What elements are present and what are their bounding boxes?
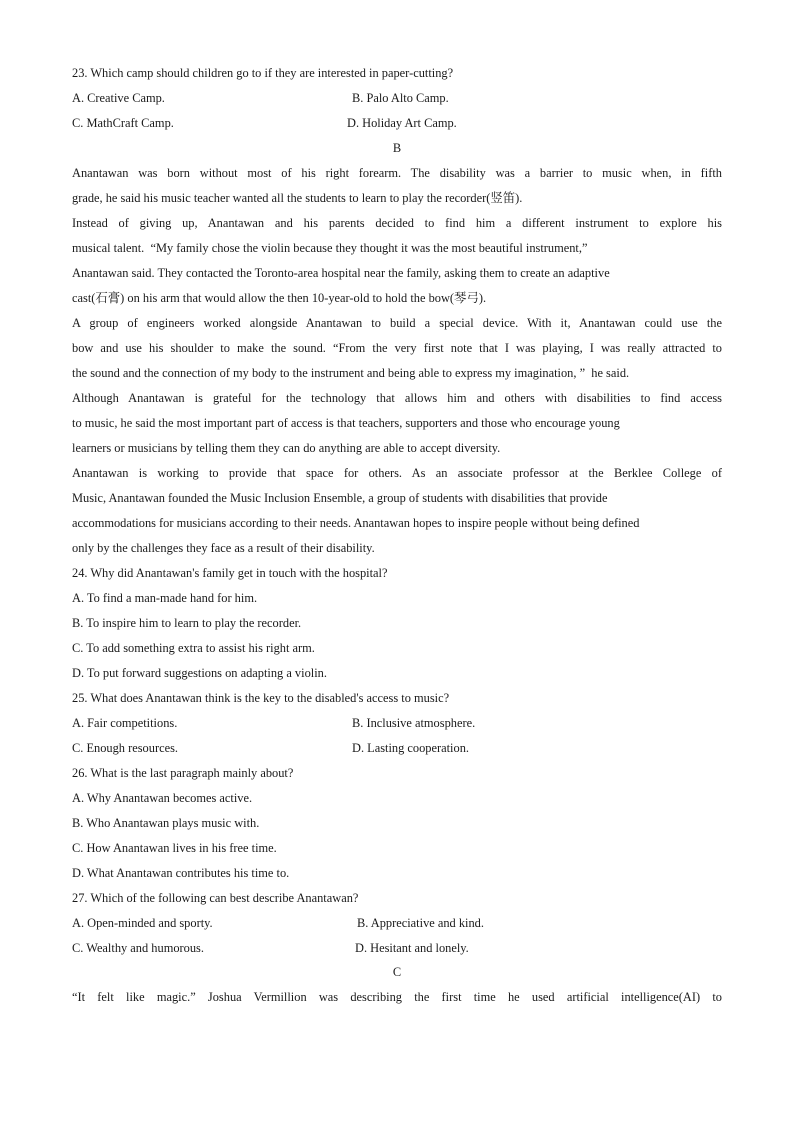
question-23: 23. Which camp should children go to if they are interested in paper-cutting? [72, 66, 454, 80]
q27-option-a: A. Open-minded and sporty. [72, 916, 213, 930]
question-24: 24. Why did Anantawan's family get in touch with the hospital? [72, 566, 388, 580]
q25-option-b: B. Inclusive atmosphere. [352, 716, 476, 730]
question-25: 25. What does Anantawan think is the key to the disabled's access to music? [72, 691, 450, 705]
passage-b-line: grade, he said his music teacher wanted all the students to learn to play the recorder(竖笛). [72, 191, 523, 205]
passage-b-line: Anantawan was born without most of his right forearm. The disability was a barrier to music when, in fifth [72, 166, 722, 180]
q25-option-a: A. Fair competitions. [72, 716, 178, 730]
q24-option-b: B. To inspire him to learn to play the recorder. [72, 616, 302, 630]
q23-option-d: D. Holiday Art Camp. [347, 116, 457, 130]
passage-b-line: A group of engineers worked alongside Anantawan to build a special device. With it, Anantawan could use the [72, 316, 722, 330]
q24-option-c: C. To add something extra to assist his right arm. [72, 641, 315, 655]
q27-option-b: B. Appreciative and kind. [357, 916, 484, 930]
passage-b-line: to music, he said the most important part of access is that teachers, supporters and those who encourage young [72, 416, 620, 430]
passage-c-line: “It felt like magic.” Joshua Vermillion was describing the first time he used artificial intelligence(AI) to [72, 990, 722, 1004]
section-c-heading: C [392, 965, 402, 979]
q23-option-a: A. Creative Camp. [72, 91, 165, 105]
section-b-heading: B [392, 141, 402, 155]
q27-option-c: C. Wealthy and humorous. [72, 941, 204, 955]
passage-b-line: Anantawan is working to provide that space for others. As an associate professor at the Berklee College of [72, 466, 722, 480]
q26-option-c: C. How Anantawan lives in his free time. [72, 841, 277, 855]
passage-b-line: cast(石膏) on his arm that would allow the then 10-year-old to hold the bow(琴弓). [72, 291, 487, 305]
passage-b-line: Instead of giving up, Anantawan and his parents decided to find him a different instrument to explore his [72, 216, 722, 230]
question-27: 27. Which of the following can best describe Anantawan? [72, 891, 359, 905]
q27-option-d: D. Hesitant and lonely. [355, 941, 469, 955]
q24-option-d: D. To put forward suggestions on adapting a violin. [72, 666, 327, 680]
q23-option-c: C. MathCraft Camp. [72, 116, 174, 130]
passage-b-line: learners or musicians by telling them they can do anything are able to accept diversity. [72, 441, 501, 455]
q26-option-b: B. Who Anantawan plays music with. [72, 816, 260, 830]
q25-option-d: D. Lasting cooperation. [352, 741, 469, 755]
q23-option-b: B. Palo Alto Camp. [352, 91, 449, 105]
passage-b-line: Although Anantawan is grateful for the technology that allows him and others with disabilities to find access [72, 391, 722, 405]
passage-b-line: Music, Anantawan founded the Music Inclusion Ensemble, a group of students with disabilities that provide [72, 491, 608, 505]
passage-b-line: bow and use his shoulder to make the sound. “From the very first note that I was playing, I was really attracted to [72, 341, 722, 355]
q26-option-d: D. What Anantawan contributes his time to. [72, 866, 290, 880]
passage-b-line: accommodations for musicians according to their needs. Anantawan hopes to inspire people without being defined [72, 516, 640, 530]
passage-b-line: the sound and the connection of my body to the instrument and being able to express my imagination, ” he said. [72, 366, 630, 380]
passage-b-line: only by the challenges they face as a result of their disability. [72, 541, 375, 555]
passage-b-line: Anantawan said. They contacted the Toronto-area hospital near the family, asking them to create an adaptive [72, 266, 610, 280]
q24-option-a: A. To find a man-made hand for him. [72, 591, 258, 605]
passage-b-line: musical talent. “My family chose the violin because they thought it was the most beautiful instrument,” [72, 241, 588, 255]
question-26: 26. What is the last paragraph mainly about? [72, 766, 294, 780]
q26-option-a: A. Why Anantawan becomes active. [72, 791, 253, 805]
q25-option-c: C. Enough resources. [72, 741, 178, 755]
